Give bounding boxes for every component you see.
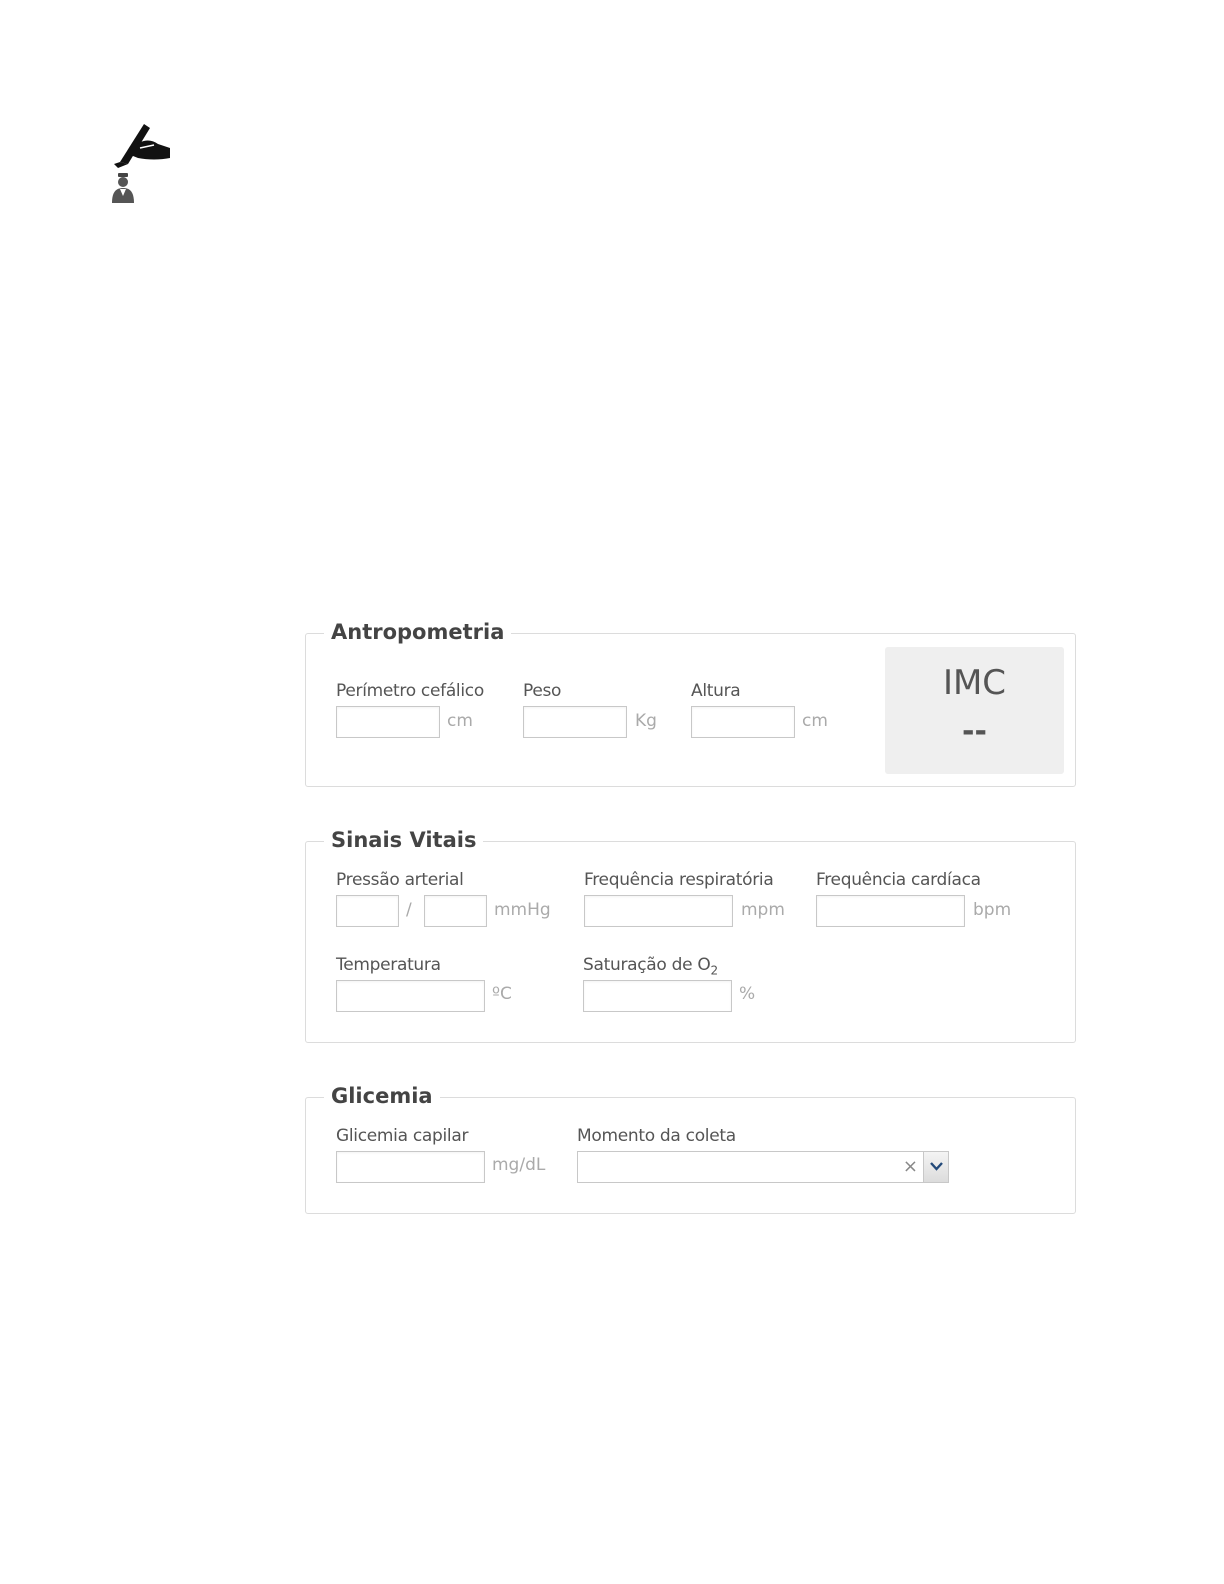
pressao-arterial-label: Pressão arterial: [336, 870, 464, 890]
pressao-unit: mmHg: [494, 900, 551, 920]
temperatura-input[interactable]: [336, 980, 485, 1012]
peso-unit: Kg: [635, 711, 657, 731]
altura-label: Altura: [691, 681, 741, 701]
glicemia-capilar-label: Glicemia capilar: [336, 1126, 469, 1146]
pressao-sistolica-input[interactable]: [336, 895, 399, 927]
frequencia-respiratoria-input[interactable]: [584, 895, 733, 927]
imc-title: IMC: [942, 663, 1007, 703]
temperatura-label: Temperatura: [336, 955, 441, 975]
perimetro-cefalico-input[interactable]: [336, 706, 440, 738]
saturacao-o2-label-text: Saturação de O: [583, 955, 711, 975]
frequencia-cardiaca-input[interactable]: [816, 895, 965, 927]
sinais-vitais-legend: Sinais Vitais: [324, 826, 483, 854]
clear-selection-icon[interactable]: ×: [902, 1156, 918, 1177]
temperatura-unit: ºC: [492, 984, 512, 1004]
saturacao-o2-input[interactable]: [583, 980, 732, 1012]
saturacao-o2-label: [583, 954, 718, 981]
chevron-down-icon: [930, 1161, 943, 1171]
frequencia-cardiaca-unit: bpm: [973, 900, 1012, 920]
saturacao-o2-unit: %: [739, 984, 756, 1004]
dropdown-toggle-button[interactable]: [923, 1152, 948, 1182]
perimetro-cefalico-label: Perímetro cefálico: [336, 681, 484, 701]
antropometria-panel: [305, 620, 1076, 787]
imc-box: [885, 647, 1064, 774]
frequencia-respiratoria-label: Frequência respiratória: [584, 870, 774, 890]
imc-value: --: [962, 714, 987, 749]
momento-coleta-label: Momento da coleta: [577, 1126, 736, 1146]
peso-label: Peso: [523, 681, 562, 701]
glicemia-capilar-unit: mg/dL: [492, 1155, 546, 1175]
antropometria-legend: Antropometria: [324, 618, 511, 646]
frequencia-respiratoria-unit: mpm: [741, 900, 785, 920]
writing-hand-icon: [110, 118, 172, 168]
altura-input[interactable]: [691, 706, 795, 738]
peso-input[interactable]: [523, 706, 627, 738]
pressao-diastolica-input[interactable]: [424, 895, 487, 927]
glicemia-capilar-input[interactable]: [336, 1151, 485, 1183]
sinais-vitais-panel: [305, 828, 1076, 1043]
frequencia-cardiaca-label: Frequência cardíaca: [816, 870, 981, 890]
glicemia-legend: Glicemia: [324, 1082, 440, 1110]
perimetro-cefalico-unit: cm: [447, 711, 473, 731]
saturacao-o2-subscript: 2: [710, 963, 718, 978]
glicemia-panel: [305, 1084, 1076, 1214]
person-icon: [110, 172, 136, 204]
pressao-separator: /: [406, 900, 412, 920]
altura-unit: cm: [802, 711, 828, 731]
momento-coleta-select[interactable]: [577, 1151, 949, 1183]
